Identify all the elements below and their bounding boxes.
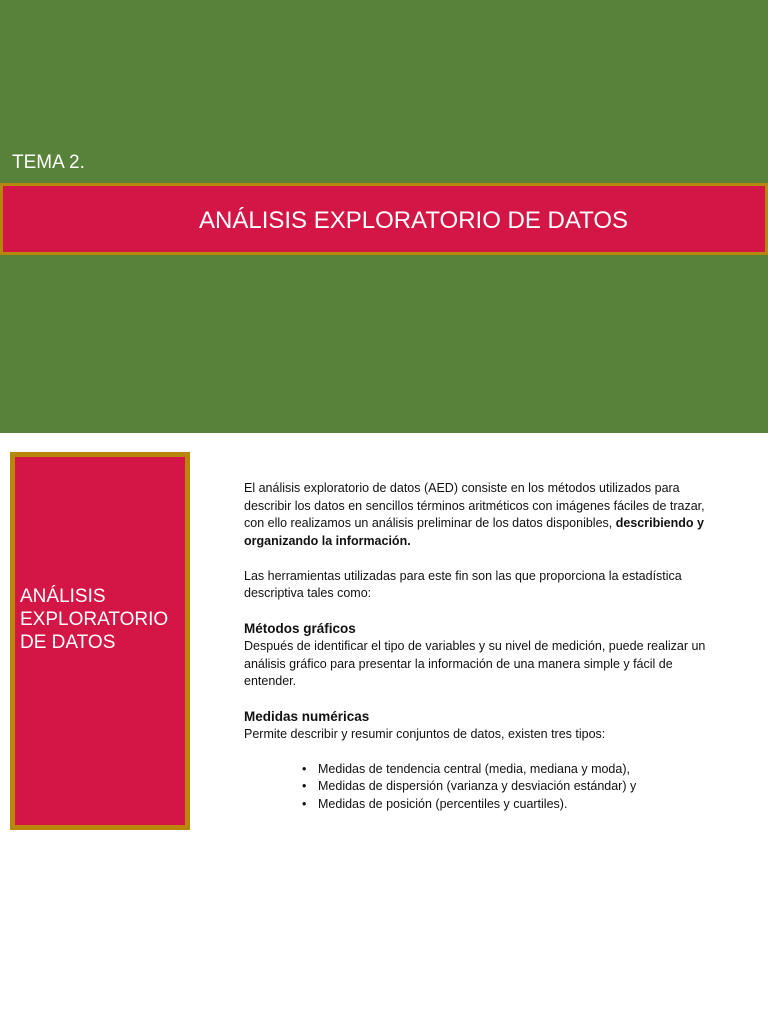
- list-item: [302, 778, 712, 796]
- section-title-box: [10, 452, 190, 830]
- bullet-icon: •: [302, 796, 307, 811]
- header-band: [0, 0, 768, 433]
- bullet-icon: •: [302, 779, 307, 793]
- intro-emphasis: describiendo y organizando la información.: [244, 516, 704, 548]
- intro-paragraph: [244, 480, 712, 550]
- list-item-text: Medidas de dispersión (varianza y desviación estándar) y: [318, 779, 637, 793]
- measures-list: [244, 761, 712, 814]
- intro-text: El análisis exploratorio de datos (AED) consiste en los métodos utilizados para describir los datos en sencillos términos aritméticos con imágenes fáciles de trazar, con ello realizamos un análisis preliminar de los datos disponibles,: [244, 481, 705, 530]
- list-item: [302, 796, 712, 814]
- graphic-methods-heading: Métodos gráficos: [244, 621, 356, 636]
- list-item-text: Medidas de posición (percentiles y cuartiles).: [318, 796, 568, 811]
- title-bar: [0, 183, 768, 255]
- topic-label: TEMA 2.: [12, 152, 85, 173]
- tools-paragraph: Las herramientas utilizadas para este fin son las que proporciona la estadística descriptiva tales como:: [244, 568, 682, 600]
- content-body: [244, 480, 712, 813]
- page-title: ANÁLISIS EXPLORATORIO DE DATOS: [199, 207, 629, 234]
- graphic-methods-paragraph: Después de identificar el tipo de variables y su nivel de medición, puede realizar un análisis gráfico para presentar la información de una manera simple y fácil de entender.: [244, 639, 706, 688]
- bullet-icon: •: [302, 761, 307, 776]
- numeric-measures-heading: Medidas numéricas: [244, 709, 370, 724]
- numeric-measures-paragraph: Permite describir y resumir conjuntos de datos, existen tres tipos:: [244, 727, 606, 741]
- list-item-text: Medidas de tendencia central (media, mediana y moda),: [318, 761, 630, 776]
- section-title: ANÁLISIS EXPLORATORIO DE DATOS: [20, 586, 169, 653]
- list-item: [302, 761, 712, 779]
